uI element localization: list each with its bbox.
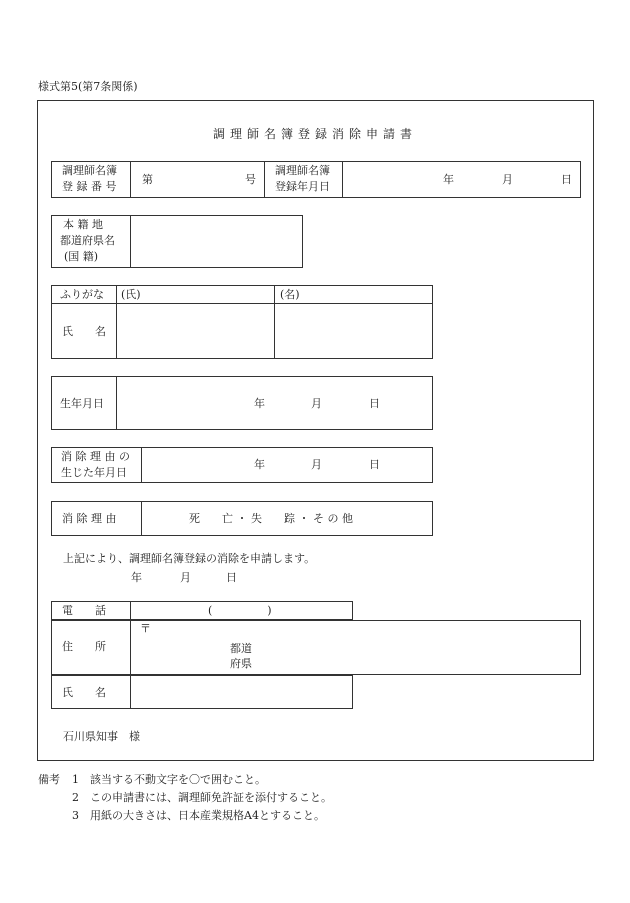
- reg-number-prefix: 第: [142, 173, 153, 186]
- reg-date-field[interactable]: [345, 165, 577, 193]
- reg-number-suffix: 号: [245, 173, 256, 186]
- birth-month: 月: [311, 397, 322, 410]
- pref-label-2: 府県: [230, 657, 252, 670]
- form-title: 調理師名簿登録消除申請書: [213, 127, 418, 141]
- note-3-number: 3: [72, 809, 79, 822]
- birth-year: 年: [254, 397, 265, 410]
- family-name-label: (氏): [121, 288, 141, 301]
- reason-date-field[interactable]: [144, 450, 429, 480]
- family-name-field[interactable]: [119, 306, 271, 356]
- reg-year: 年: [443, 173, 454, 186]
- reg-number-field[interactable]: [158, 165, 242, 193]
- note-2-number: 2: [72, 791, 79, 804]
- statement-text: 上記により、調理師名簿登録の消除を申請します。: [63, 552, 316, 565]
- domicile-field[interactable]: [133, 218, 299, 264]
- note-3-text: 用紙の大きさは、日本産業規格A4とすること。: [90, 809, 325, 822]
- reg-date-label-2: 登録年月日: [275, 180, 330, 193]
- reg-month: 月: [502, 173, 513, 186]
- phone-label: 電 話: [62, 604, 106, 617]
- birth-label: 生年月日: [60, 397, 104, 410]
- phone-parens: ( ): [208, 604, 272, 617]
- reason-date-label-2: 生じた年月日: [61, 466, 127, 479]
- note-1-number: 1: [72, 773, 79, 786]
- reg-date-label-1: 調理師名簿: [275, 164, 330, 177]
- domicile-label-1: 本 籍 地: [63, 218, 103, 231]
- given-name-field[interactable]: [277, 306, 429, 356]
- domicile-label-2: 都道府県名: [60, 234, 115, 247]
- reason-day: 日: [369, 458, 380, 471]
- address-label: 住 所: [62, 640, 106, 653]
- statement-day: 日: [226, 571, 237, 584]
- pref-label-1: 都道: [230, 642, 252, 655]
- birth-date-field[interactable]: [119, 379, 429, 427]
- reason-options[interactable]: 死 亡 ・ 失 踪 ・ そ の 他: [189, 512, 353, 525]
- phone-field[interactable]: [133, 603, 349, 618]
- statement-date-field[interactable]: [100, 568, 250, 586]
- statement-month: 月: [180, 571, 191, 584]
- domicile-label-3: (国 籍): [64, 250, 99, 263]
- applicant-name-field[interactable]: [133, 678, 349, 706]
- notes-heading: 備考: [38, 773, 60, 786]
- reg-number-label-2: 登 録 番 号: [62, 180, 117, 193]
- address-field[interactable]: [133, 623, 577, 672]
- reason-date-label-1: 消 除 理 由 の: [61, 450, 130, 463]
- furigana-label: ふりがな: [60, 288, 104, 301]
- note-2-text: この申請書には、調理師免許証を添付すること。: [90, 791, 332, 804]
- reason-year: 年: [254, 458, 265, 471]
- addressee: 石川県知事 様: [63, 730, 140, 743]
- postal-mark: 〒: [140, 622, 151, 635]
- note-1-text: 該当する不動文字を〇で囲むこと。: [90, 773, 266, 786]
- form-label: 様式第5(第7条関係): [38, 80, 138, 93]
- given-name-label: (名): [280, 288, 300, 301]
- reg-number-label-1: 調理師名簿: [62, 164, 117, 177]
- applicant-name-label: 氏 名: [62, 686, 106, 699]
- birth-day: 日: [369, 397, 380, 410]
- statement-year: 年: [131, 571, 142, 584]
- name-label: 氏 名: [62, 325, 106, 338]
- reg-day: 日: [561, 173, 572, 186]
- reason-label: 消 除 理 由: [62, 512, 117, 525]
- reason-month: 月: [311, 458, 322, 471]
